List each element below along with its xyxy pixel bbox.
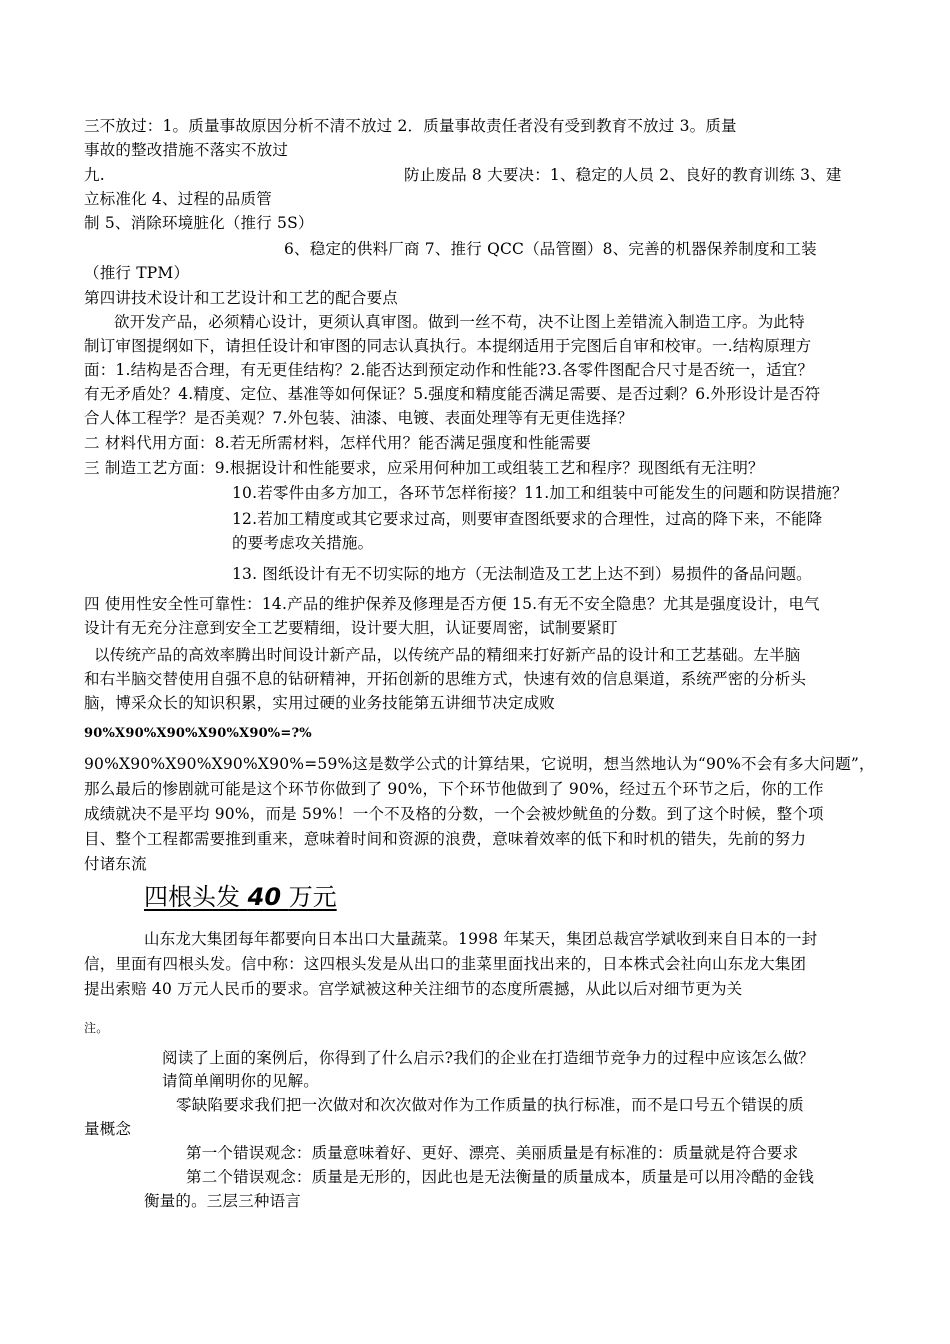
text-line: 三 制造工艺方面：9.根据设计和性能要求，应采用何种加工或组装工艺和程序？现图纸有无注明？ bbox=[84, 459, 764, 477]
text-line: 立标准化 4、过程的品质管 bbox=[84, 190, 272, 208]
text-line: 12.若加工精度或其它要求过高，则要审查图纸要求的合理性，过高的降下来，不能降 bbox=[232, 510, 823, 528]
text-line: 二 材料代用方面：8.若无所需材料，怎样代用？能否满足强度和性能需要 bbox=[84, 434, 592, 452]
text-line: 成绩就决不是平均 90%，而是 59%！一个不及格的分数，一个会被炒鱿鱼的分数。到了这个时候，整个项 bbox=[84, 805, 824, 823]
text-line: 三不放过：1。质量事故原因分析不清不放过 2．质量事故责任者没有受到教育不放过 3。质量 bbox=[84, 117, 737, 135]
text-line: 山东龙大集团每年都要向日本出口大量蔬菜。1998 年某天，集团总裁宫学斌收到来自日本的一封 bbox=[144, 930, 818, 948]
text-line: 90%X90%X90%X90%X90%=59%这是数学公式的计算结果，它说明，想当然地认为“90%不会有多大问题”， bbox=[84, 755, 875, 773]
text-line: 信，里面有四根头发。信中称：这四根头发是从出口的韭菜里面找出来的，日本株式会社向山东龙大集团 bbox=[84, 955, 807, 973]
text-line: 提出索赔 40 万元人民币的要求。宫学斌被这种关注细节的态度所震撼，从此以后对细节更为关 bbox=[84, 980, 743, 998]
text-line: 欲开发产品，必须精心设计，更须认真审图。做到一丝不苟，决不让图上差错流入制造工序。为此特 bbox=[114, 313, 805, 331]
text-line: 注。 bbox=[84, 1021, 109, 1035]
text-line: 第二个错误观念：质量是无形的，因此也是无法衡量的质量成本，质量是可以用冷酷的金钱 bbox=[186, 1168, 815, 1186]
text-line: 四 使用性安全性可靠性：14.产品的维护保养及修理是否方便 15.有无不安全隐患？尤其是强度设计，电气 bbox=[84, 595, 820, 613]
text-line: 目、整个工程都需要推到重来，意味着时间和资源的浪费，意味着效率的低下和时机的错失，先前的努力 bbox=[84, 830, 807, 848]
text-line: 九. bbox=[84, 166, 105, 184]
text-line: 6、稳定的供料厂商 7、推行 QCC（品管圈）8、完善的机器保养制度和工装 bbox=[284, 240, 817, 258]
text-line: 事故的整改措施不落实不放过 bbox=[84, 141, 289, 159]
text-line: 衡量的。三层三种语言 bbox=[144, 1192, 302, 1210]
text-line: 设计有无充分注意到安全工艺要精细，设计要大胆，认证要周密，试制要紧盯 bbox=[84, 619, 618, 637]
text-line: 合人体工程学？是否美观？7.外包装、油漆、电镀、表面处理等有无更佳选择？ bbox=[84, 409, 633, 427]
case-title-prefix: 四根头发 bbox=[144, 883, 240, 911]
case-title-number: 40 bbox=[247, 883, 282, 911]
text-line: 脑，博采众长的知识积累，实用过硬的业务技能第五讲细节决定成败 bbox=[84, 694, 556, 712]
case-title-suffix: 万元 bbox=[288, 883, 337, 911]
text-line: 制订审图提纲如下，请担任设计和审图的同志认真执行。本提纲适用于完图后自审和校审。一.结构原理方 bbox=[84, 337, 812, 355]
text-line: 付诸东流 bbox=[84, 855, 147, 873]
text-line: 的要考虑攻关措施。 bbox=[232, 534, 374, 552]
text-line: 有无矛盾处？4.精度、定位、基准等如何保证？5.强度和精度能否满足需要、是否过剩？6.外形设计是否符 bbox=[84, 385, 821, 403]
text-line: 以传统产品的高效率腾出时间设计新产品，以传统产品的精细来打好新产品的设计和工艺基础。左半脑 bbox=[94, 646, 801, 664]
text-line: 10.若零件由多方加工，各环节怎样衔接？11.加工和组装中可能发生的问题和防误措施？ bbox=[232, 484, 848, 502]
text-line: 零缺陷要求我们把一次做对和次次做对作为工作质量的执行标准，而不是口号五个错误的质 bbox=[176, 1096, 805, 1114]
text-line: 第一个错误观念：质量意味着好、更好、漂亮、美丽质量是有标准的：质量就是符合要求 bbox=[186, 1144, 799, 1162]
case-title bbox=[144, 880, 337, 914]
text-line: 那么最后的惨剧就可能是这个环节你做到了 90%，下个环节他做到了 90%，经过五个环节之后，你的工作 bbox=[84, 780, 824, 798]
text-line: 防止废品 8 大要决：1、稳定的人员 2、良好的教育训练 3、建 bbox=[404, 166, 842, 184]
text-line: 和右半脑交替使用自强不息的钻研精神，开拓创新的思维方式，快速有效的信息渠道，系统严密的分析头 bbox=[84, 670, 807, 688]
text-line: 面：1.结构是否合理，有无更佳结构？2.能否达到预定动作和性能?3.各零件图配合尺寸是否统一，适宜？ bbox=[84, 361, 814, 379]
section-heading: 第四讲技术设计和工艺设计和工艺的配合要点 bbox=[84, 289, 399, 307]
formula-line: 90%X90%X90%X90%X90%=?% bbox=[84, 726, 312, 741]
text-line: （推行 TPM） bbox=[84, 264, 190, 282]
text-line: 13. 图纸设计有无不切实际的地方（无法制造及工艺上达不到）易损件的备品问题。 bbox=[232, 565, 812, 583]
text-line: 阅读了上面的案例后，你得到了什么启示?我们的企业在打造细节竞争力的过程中应该怎么做？ bbox=[162, 1049, 815, 1067]
text-line: 制 5、消除环境脏化（推行 5S） bbox=[84, 214, 314, 232]
text-line: 请简单阐明你的见解。 bbox=[162, 1072, 320, 1090]
text-line: 量概念 bbox=[84, 1120, 132, 1138]
